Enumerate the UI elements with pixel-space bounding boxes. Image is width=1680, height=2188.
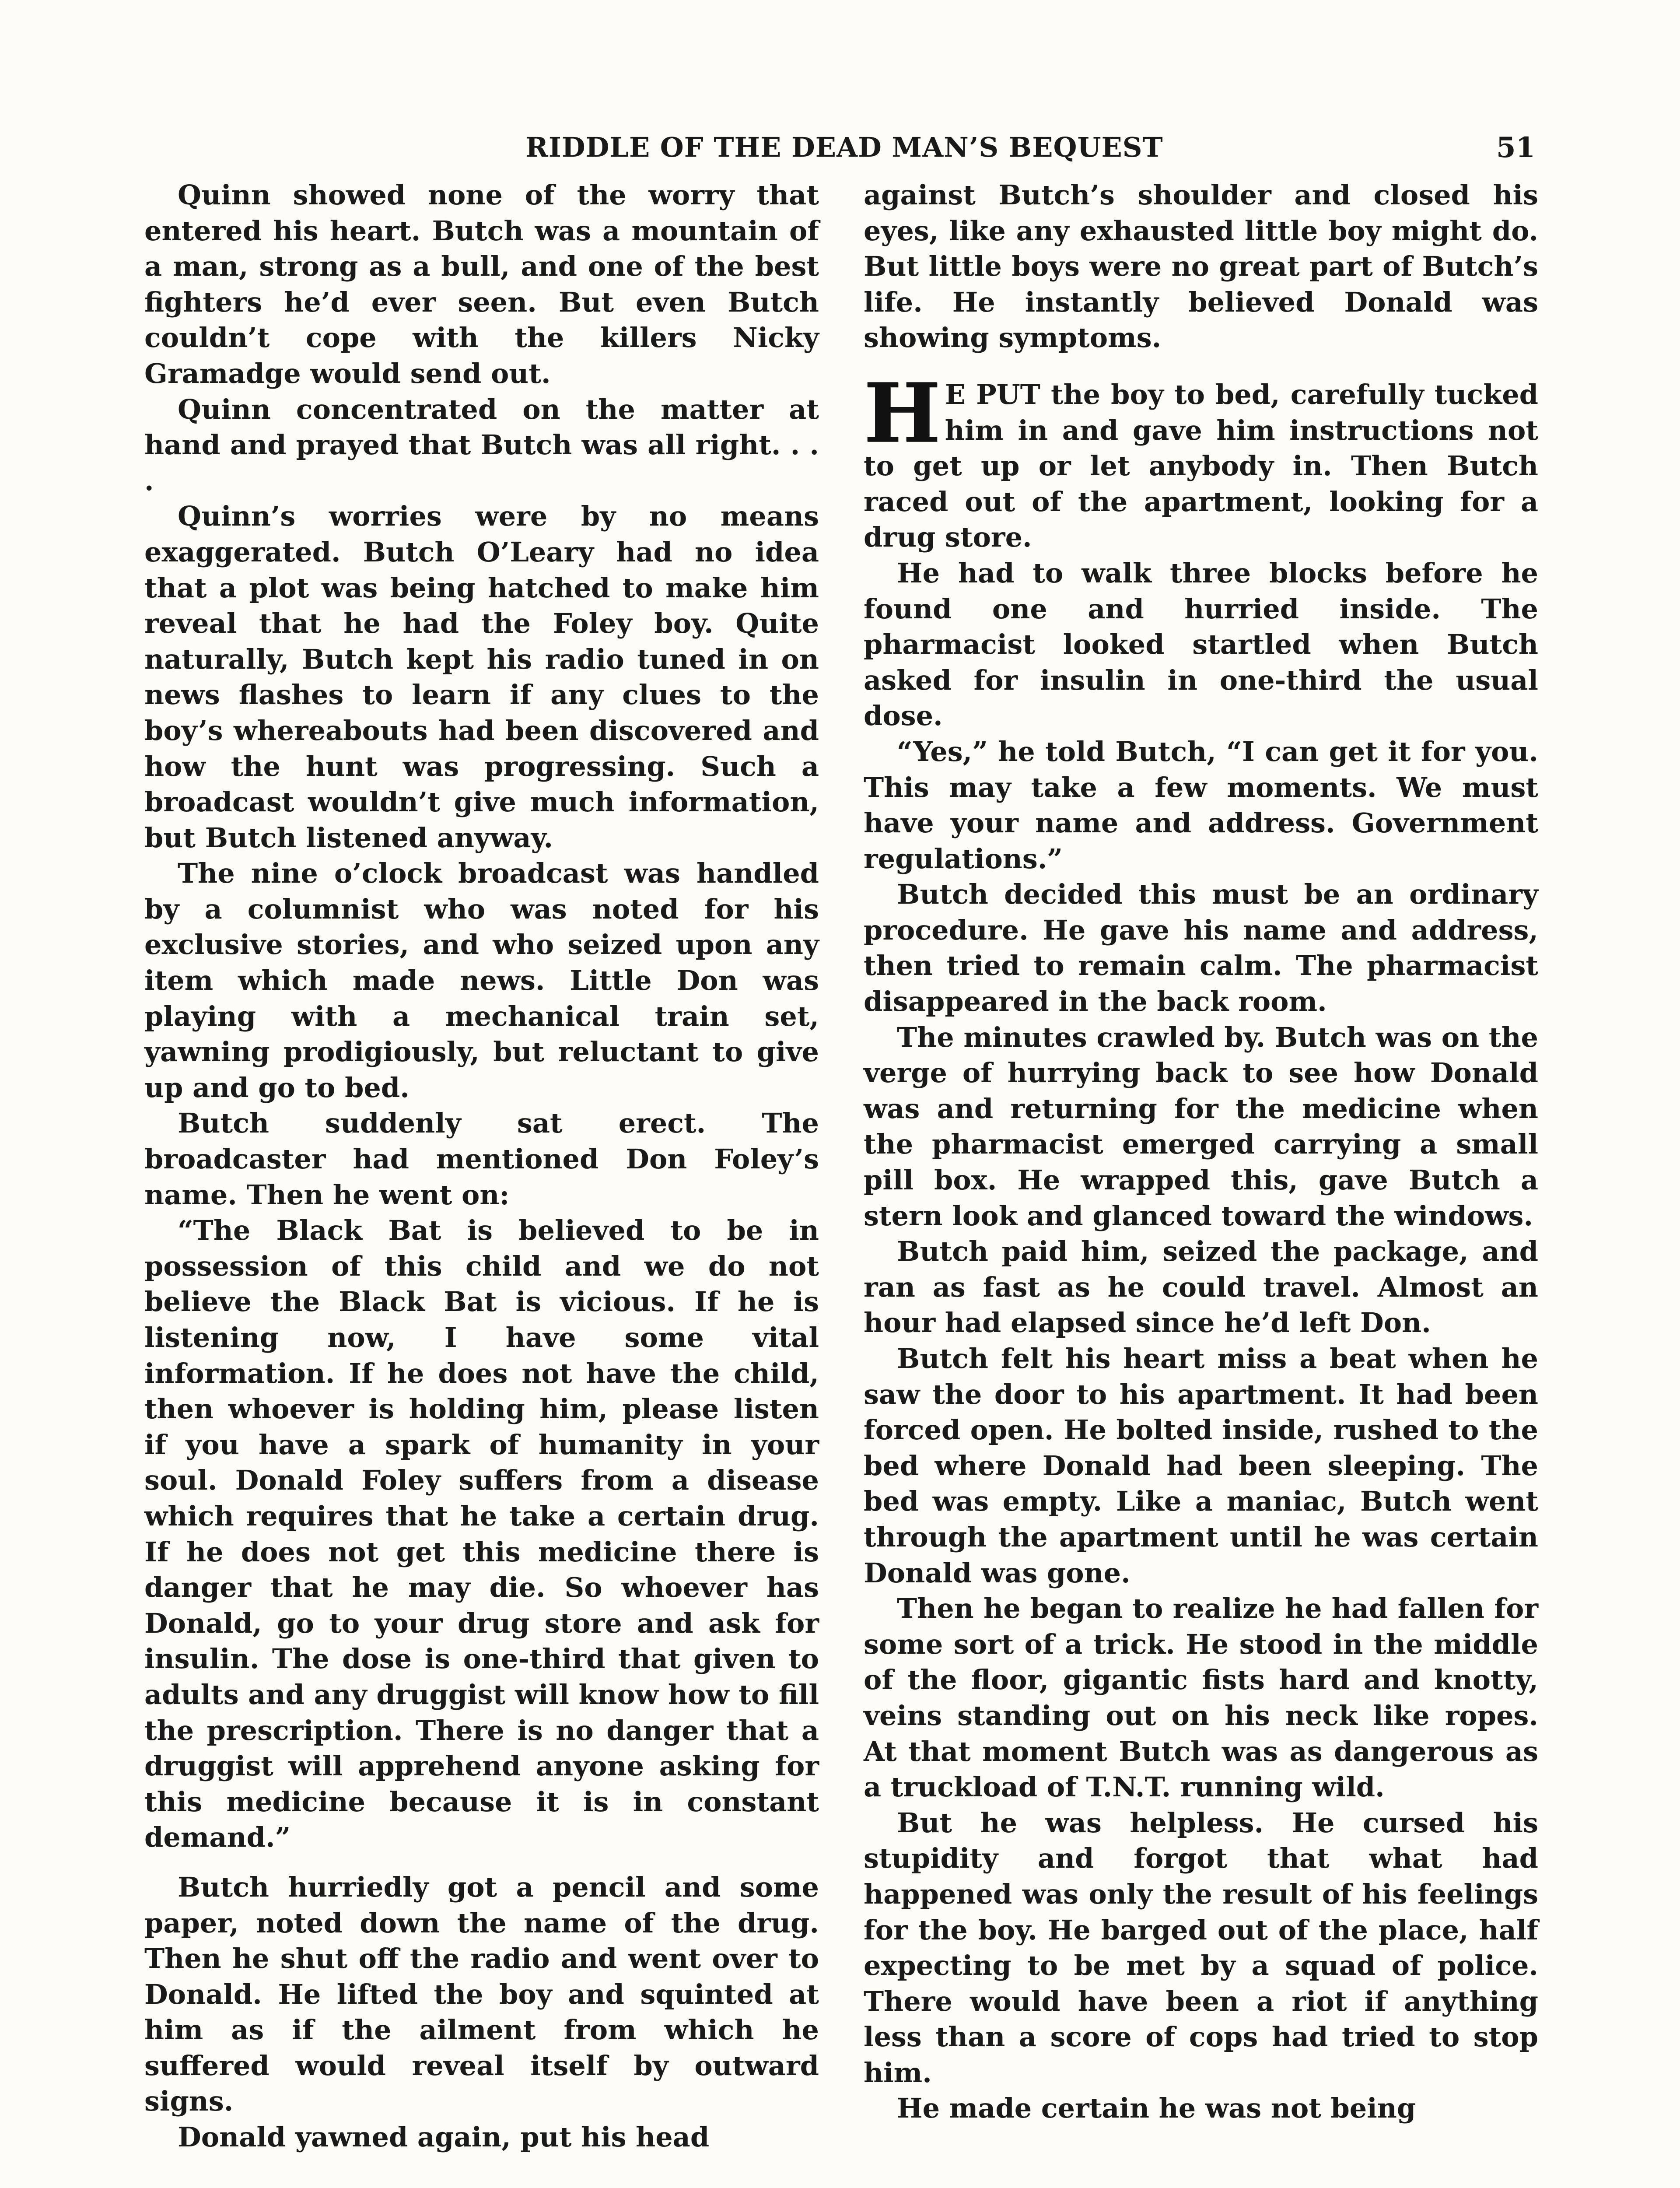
running-header: RIDDLE OF THE DEAD MAN’S BEQUEST [525, 131, 1163, 163]
left-column [144, 177, 819, 2155]
paragraph: The minutes crawled by. Butch was on the verge of hurrying back to see how Donald was and returning for the medicine when the pharmacist emerged carrying a small pill box. He wrapped this, gave Butch a stern look and glanced toward the windows. [864, 1021, 1538, 1232]
paragraph: Quinn showed none of the worry that entered his heart. Butch was a mountain of a man, strong as a bull, and one of the best fighters he’d ever seen. But even Butch couldn’t cope with the killers Nicky Gramadge would send out. [144, 179, 819, 389]
paragraph: But he was helpless. He cursed his stupidity and forgot that what had happened was only the result of his feelings for the boy. He barged out of the place, half expecting to be met by a squad of police. There would have been a riot if anything less than a score of cops had tried to stop him. [864, 1806, 1538, 2089]
paragraph: Quinn’s worries were by no means exaggerated. Butch O’Leary had no idea that a plot was being hatched to make him reveal that he had the Foley boy. Quite naturally, Butch kept his radio tuned in on news flashes to learn if any clues to the boy’s whereabouts had been discovered and how the hunt was progressing. Such a broadcast wouldn’t give much information, but Butch listened anyway. [144, 500, 819, 854]
paragraph: He made certain he was not being [897, 2092, 1416, 2125]
dropcap-paragraph [864, 365, 1538, 555]
paragraph: The nine o’clock broadcast was handled by a columnist who was noted for his exclusive stories, and who seized upon any item which made news. Little Don was playing with a mechanical train set, yawning prodigiously, but reluctant to give up and go to bed. [144, 857, 819, 1104]
paragraph: Butch hurriedly got a pencil and some paper, noted down the name of the drug. Then he shut off the radio and went over to Donald. He lifted the boy and squinted at him as if the ailment from which he suffered would reveal itself by outward signs. [144, 1871, 819, 2118]
continued-paragraph: against Butch’s shoulder and closed his eyes, like any exhausted little boy might do. But little boys were no great part of Butch’s life. He instantly believed Donald was showing symptoms. [864, 179, 1538, 354]
paragraph: “Yes,” he told Butch, “I can get it for you. This may take a few moments. We must have your name and address. Government regulations.” [864, 735, 1538, 875]
paragraph: He had to walk three blocks before he found one and hurried inside. The pharmacist looked startled when Butch asked for insulin in one-third the usual dose. [864, 557, 1538, 732]
paragraph: Butch decided this must be an ordinary procedure. He gave his name and address, then tried to remain calm. The pharmacist disappeared in the back room. [864, 878, 1538, 1018]
paragraph: Donald yawned again, put his head [178, 2121, 710, 2153]
paragraph: Butch felt his heart miss a beat when he saw the door to his apartment. It had been forced open. He bolted inside, rushed to the bed where Donald had been sleeping. The bed was empty. Like a maniac, Butch went through the apartment until he was certain Donald was gone. [864, 1343, 1538, 1589]
paragraph: Then he began to realize he had fallen for some sort of a trick. He stood in the middle of the floor, gigantic fists hard and knotty, veins standing out on his neck like ropes. At that moment Butch was as dangerous as a truckload of T.N.T. running wild. [864, 1592, 1538, 1803]
dropcap-paragraph-text: E PUT the boy to bed, carefully tucked him in and gave him instructions not to get up or let anybody in. Then Butch raced out of the apartment, looking for a drug store. [864, 378, 1538, 554]
radio-quote-paragraph: “The Black Bat is believed to be in possession of this child and we do not believe the Black Bat is vicious. If he is listening now, I have some vital information. If he does not have the child, then whoever is holding him, please listen if you have a spark of humanity in your soul. Donald Foley suffers from a disease which requires that he take a certain drug. If he does not get this medicine there is danger that he may die. So whoever has Donald, go to your drug store and ask for insulin. The dose is one-third that given to adults and any druggist will know how to fill the prescription. There is no danger that a druggist will apprehend anyone asking for this medicine because it is in constant demand.” [144, 1214, 819, 1854]
right-column [864, 177, 1538, 2126]
drop-cap-letter: H [864, 365, 941, 461]
paragraph: Quinn concentrated on the matter at hand and prayed that Butch was all right. . . . [144, 393, 819, 497]
page-number: 51 [1496, 131, 1536, 164]
paragraph: Butch suddenly sat erect. The broadcaster had mentioned Don Foley’s name. Then he went on: [144, 1107, 819, 1211]
paragraph: Butch paid him, seized the package, and ran as fast as he could travel. Almost an hour had elapsed since he’d left Don. [864, 1235, 1538, 1339]
